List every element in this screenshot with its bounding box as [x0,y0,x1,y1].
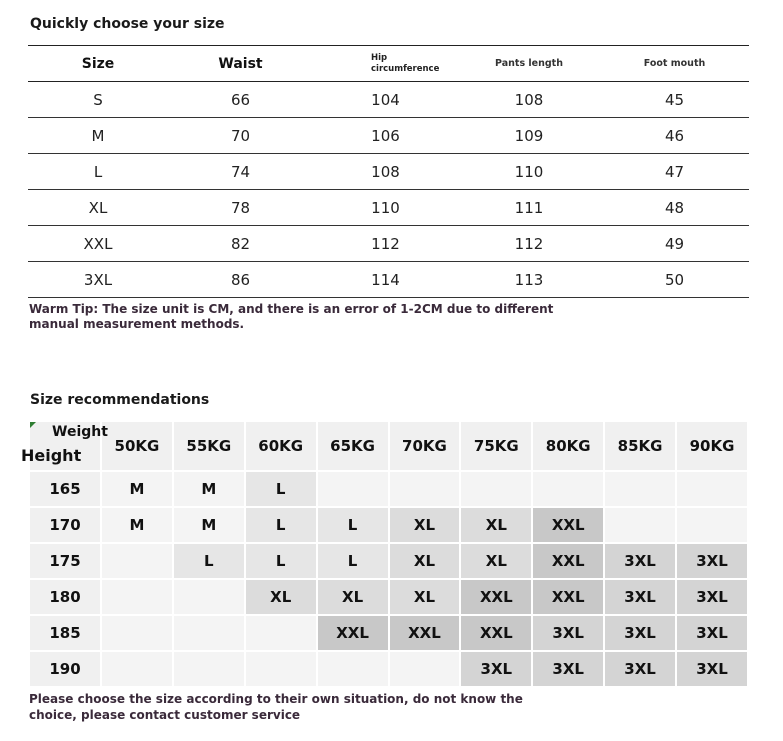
recommendation-cell: XL [318,580,388,614]
recommendation-cell [102,580,172,614]
cell-size: S [93,90,103,109]
weight-header-cell: 65KG [318,422,388,470]
cell-hip: 108 [371,162,400,181]
weight-header-cell: 85KG [605,422,675,470]
weight-header-cell: 70KG [390,422,460,470]
cell-hip: 104 [371,90,400,109]
cell-foot-mouth: 49 [664,234,685,253]
recommendation-cell: L [174,544,244,578]
cell-size: M [91,126,105,145]
size-chart-body [28,82,749,298]
recommendation-cell [318,652,388,686]
height-label-cell: 185 [30,616,100,650]
recommendation-cell: 3XL [677,580,747,614]
header-waist: Waist [218,55,263,72]
table-row [28,154,749,190]
height-label-cell: 175 [30,544,100,578]
cell-hip: 110 [371,198,400,217]
recommendation-cell [677,508,747,542]
recommendation-cell: XL [390,508,460,542]
recommendation-cell: XXL [461,580,531,614]
recommendation-cell: XL [390,580,460,614]
recommendation-cell [390,472,460,506]
recommendation-cell: M [102,472,172,506]
table-row [30,508,747,542]
recommendation-cell [533,472,603,506]
recommendation-cell: M [174,472,244,506]
height-label-cell: 170 [30,508,100,542]
weight-header-cell: 50KG [102,422,172,470]
recommendation-cell [461,472,531,506]
recommendation-cell [605,508,675,542]
table-row [30,544,747,578]
cell-foot-mouth: 48 [664,198,685,217]
recommendation-cell: 3XL [605,544,675,578]
table-row [30,472,747,506]
recommendation-body [30,472,747,686]
cell-hip: 106 [371,126,400,145]
table-row [28,82,749,118]
recommendation-table [21,420,749,688]
cell-foot-mouth: 46 [664,126,685,145]
height-axis-label: Height [21,446,82,465]
contact-tip: Please choose the size according to their own situation, do not know the choice, please contact customer service [29,692,523,722]
recommendation-cell: XXL [461,616,531,650]
height-label-cell: 190 [30,652,100,686]
recommendation-cell: 3XL [533,652,603,686]
table-row [28,190,749,226]
recommendation-cell: XL [246,580,316,614]
recommendation-cell: XXL [390,616,460,650]
recommendation-cell [174,580,244,614]
recommendation-cell [246,652,316,686]
recommendations-title: Size recommendations [30,392,210,408]
weight-header-cell: 80KG [533,422,603,470]
recommendation-cell: XL [390,544,460,578]
cell-size: 3XL [83,270,113,289]
cell-waist: 82 [230,234,251,253]
recommendation-cell: M [102,508,172,542]
recommendation-cell: XXL [533,508,603,542]
cell-waist: 86 [230,270,251,289]
recommendation-cell [174,652,244,686]
size-chart-header-row [28,46,749,82]
corner-cell [21,422,108,470]
cell-waist: 70 [230,126,251,145]
cell-hip: 112 [371,234,400,253]
size-chart-title: Quickly choose your size [30,16,225,32]
recommendation-cell [677,472,747,506]
table-row [28,118,749,154]
recommendation-cell: L [246,544,316,578]
recommendation-cell: XXL [533,544,603,578]
recommendation-cell: XL [461,544,531,578]
recommendation-cell [102,544,172,578]
recommendation-cell: XL [461,508,531,542]
cell-foot-mouth: 47 [664,162,685,181]
corner-marker-icon [30,422,36,428]
table-row [30,616,747,650]
header-pants-length: Pants length [495,58,563,69]
weight-header-cell: 55KG [174,422,244,470]
recommendation-cell [102,652,172,686]
table-row [30,652,747,686]
header-foot-mouth: Foot mouth [643,58,706,69]
cell-pants-length: 109 [514,126,544,145]
recommendation-cell: L [318,508,388,542]
recommendation-cell [174,616,244,650]
recommendation-cell [246,616,316,650]
recommendation-cell [390,652,460,686]
cell-pants-length: 111 [514,198,544,217]
size-chart-table [28,45,749,298]
cell-pants-length: 113 [514,270,544,289]
cell-waist: 74 [230,162,251,181]
recommendation-cell [318,472,388,506]
cell-foot-mouth: 50 [664,270,685,289]
recommendation-cell: M [174,508,244,542]
recommendation-cell: 3XL [605,652,675,686]
recommendation-cell: 3XL [605,580,675,614]
table-row [28,262,749,298]
recommendation-cell: XXL [533,580,603,614]
table-row [30,580,747,614]
weight-header-cell: 60KG [246,422,316,470]
weight-header-row [30,422,747,470]
table-row [28,226,749,262]
recommendation-cell: L [318,544,388,578]
cell-waist: 66 [230,90,251,109]
recommendation-cell: 3XL [677,544,747,578]
header-size: Size [81,55,115,72]
height-label-cell: 165 [30,472,100,506]
recommendation-cell: L [246,508,316,542]
warm-tip: Warm Tip: The size unit is CM, and there is an error of 1-2CM due to different manual measurement methods. [29,302,554,331]
cell-size: XL [88,198,108,217]
cell-pants-length: 112 [514,234,544,253]
header-hip-circumference: Hip circumference [371,52,440,74]
cell-waist: 78 [230,198,251,217]
weight-header-cell: 90KG [677,422,747,470]
cell-foot-mouth: 45 [664,90,685,109]
cell-pants-length: 108 [514,90,544,109]
recommendation-cell: L [246,472,316,506]
recommendation-cell: 3XL [677,616,747,650]
recommendation-cell [102,616,172,650]
cell-hip: 114 [371,270,400,289]
recommendation-cell: 3XL [533,616,603,650]
cell-size: XXL [83,234,113,253]
recommendation-cell [605,472,675,506]
recommendation-cell: 3XL [677,652,747,686]
weight-header-cell: 75KG [461,422,531,470]
cell-pants-length: 110 [514,162,544,181]
recommendation-cell: XXL [318,616,388,650]
height-label-cell: 180 [30,580,100,614]
weight-axis-label: Weight [52,424,108,440]
recommendation-cell: 3XL [461,652,531,686]
recommendation-cell: 3XL [605,616,675,650]
cell-size: L [93,162,103,181]
